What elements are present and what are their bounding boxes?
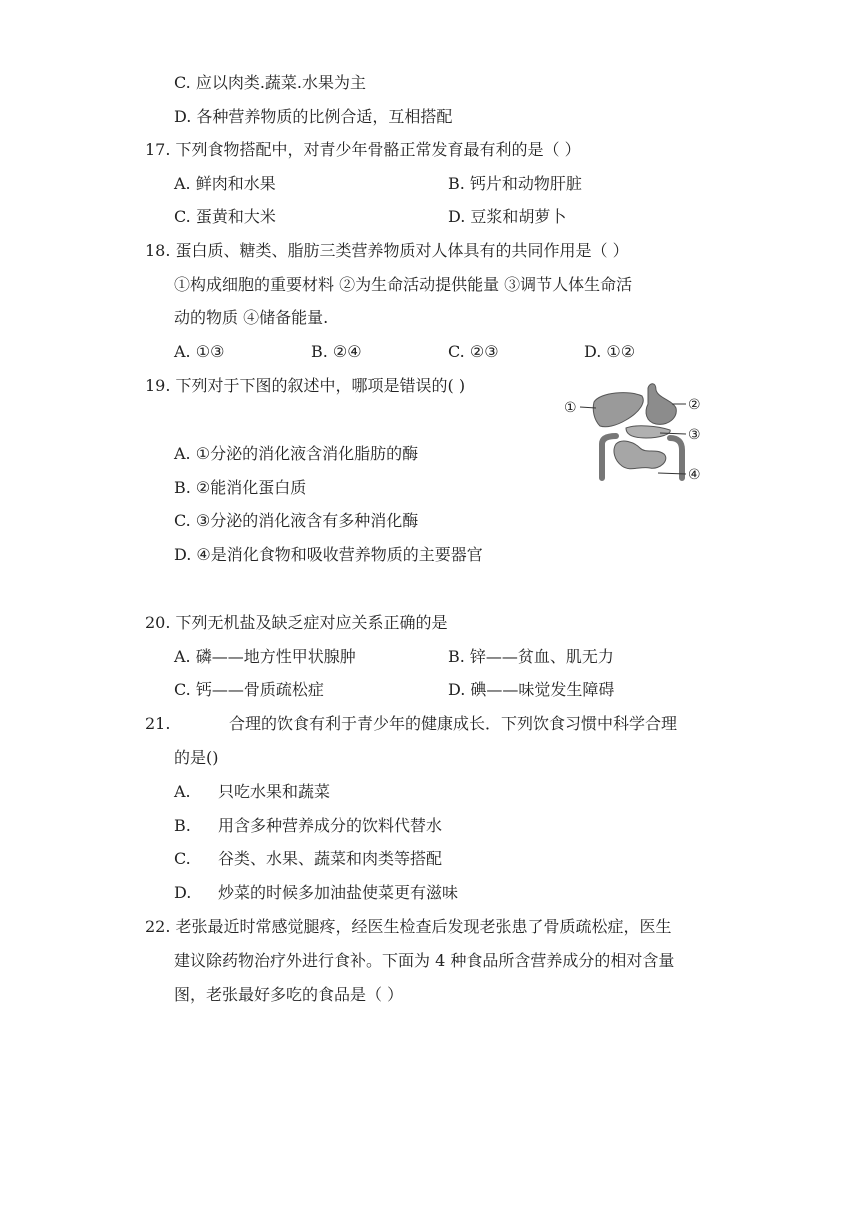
q19-option-a: A. ①分泌的消化液含消化脂肪的酶 [174,444,419,463]
q20-option-b: B. 锌——贫血、肌无力 [448,647,614,666]
stomach-shape [646,384,676,425]
liver-shape [593,393,643,427]
q17-option-c: C. 蛋黄和大米 [174,207,276,226]
q18-statements-line1: ①构成细胞的重要材料 ②为生命活动提供能量 ③调节人体生命活 [174,275,633,294]
q21-option-d: 炒菜的时候多加油盐使菜更有滋味 [218,883,459,902]
q17-option-b: B. 钙片和动物肝脏 [448,174,582,193]
q18-stem: 18. 蛋白质、糖类、脂肪三类营养物质对人体具有的共同作用是（ ） [145,241,629,260]
figure-label-2: ② [688,397,701,413]
figure-label-4: ④ [688,467,701,483]
q20-option-a: A. 磷——地方性甲状腺肿 [174,647,356,666]
q21-option-a-letter: A. [174,782,191,801]
q18-option-c: C. ②③ [448,342,499,361]
q16-option-c: C. 应以肉类.蔬菜.水果为主 [174,73,367,92]
q21-option-b-letter: B. [174,816,191,835]
q17-option-d: D. 豆浆和胡萝卜 [448,207,567,226]
figure-label-1: ① [564,400,577,416]
q21-option-c-letter: C. [174,849,191,868]
q18-option-a: A. ①③ [174,342,225,361]
q21-stem-line2: 的是() [174,748,219,767]
q17-stem: 17. 下列食物搭配中，对青少年骨骼正常发育最有利的是（ ） [145,140,581,159]
q21-option-a: 只吃水果和蔬菜 [218,782,331,801]
q22-stem-line2: 建议除药物治疗外进行食补。下面为 4 种食品所含营养成分的相对含量 [174,951,675,970]
digestive-system-figure [560,378,710,486]
q17-option-a: A. 鲜肉和水果 [174,174,276,193]
q18-option-d: D. ①② [584,342,636,361]
q21-option-b: 用含多种营养成分的饮料代替水 [218,816,443,835]
q19-option-c: C. ③分泌的消化液含有多种消化酶 [174,511,419,530]
q19-option-d: D. ④是消化食物和吸收营养物质的主要器官 [174,545,483,564]
q19-option-b: B. ②能消化蛋白质 [174,478,307,497]
q20-stem: 20. 下列无机盐及缺乏症对应关系正确的是 [145,613,448,632]
q16-option-d: D. 各种营养物质的比例合适，互相搭配 [174,107,453,126]
q18-statements-line2: 动的物质 ④储备能量. [174,308,329,327]
q21-option-c: 谷类、水果、蔬菜和肉类等搭配 [218,849,443,868]
q21-stem: 合理的饮食有利于青少年的健康成长．下列饮食习惯中科学合理 [229,714,678,733]
figure-label-3: ③ [688,427,701,443]
pancreas-shape [626,426,670,438]
q19-stem: 19. 下列对于下图的叙述中，哪项是错误的( ) [145,376,466,395]
q18-option-b: B. ②④ [311,342,362,361]
digestive-system-diagram [560,378,710,486]
q22-stem: 22. 老张最近时常感觉腿疼，经医生检查后发现老张患了骨质疏松症，医生 [145,917,672,936]
q22-stem-line3: 图，老张最好多吃的食品是（ ） [174,985,404,1004]
small-intestine-shape [614,441,666,469]
q20-option-d: D. 碘——味觉发生障碍 [448,680,615,699]
q20-option-c: C. 钙——骨质疏松症 [174,680,324,699]
q21-option-d-letter: D. [174,883,192,902]
q21-number: 21. [145,714,171,733]
